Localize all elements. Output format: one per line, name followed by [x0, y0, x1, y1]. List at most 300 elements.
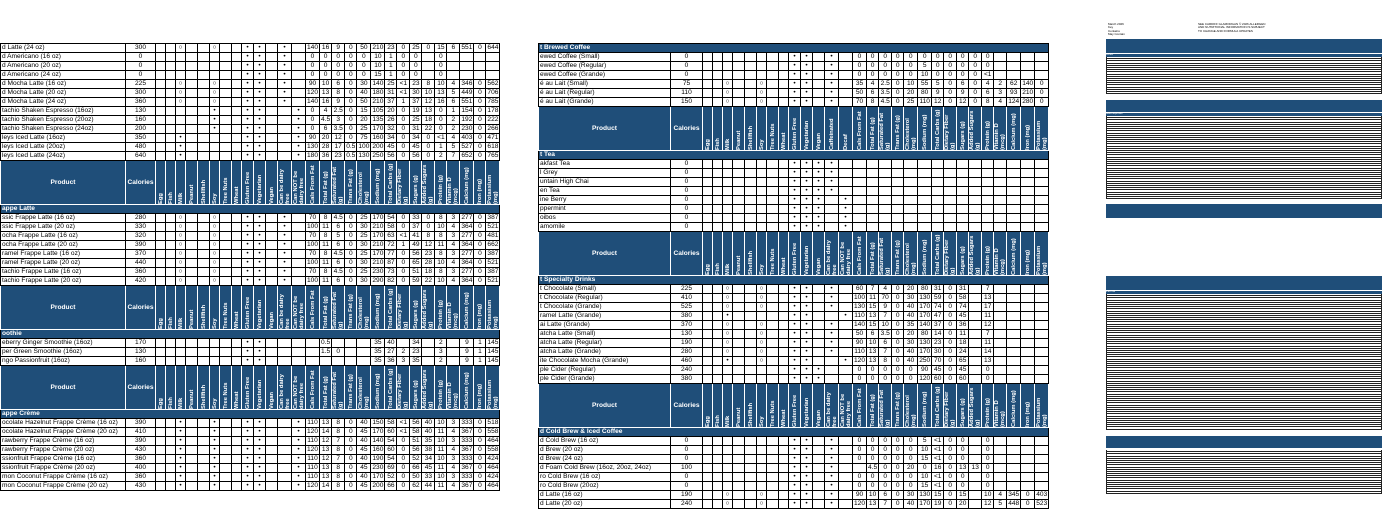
allergen-table-middle: [538, 43, 1092, 507]
nutrient-value: 210: [372, 259, 384, 266]
nutrient-value: 0: [892, 473, 904, 482]
product-name: ewed Coffee (Regular): [539, 62, 671, 71]
header-nutrient: Potassium (mg): [1035, 384, 1049, 428]
diet-mark: [266, 455, 278, 464]
calories-value: 0: [671, 196, 703, 205]
diet-mark: •: [813, 366, 825, 375]
allergen-nutrition-table: [0, 43, 500, 491]
allergen-mark: [156, 98, 166, 107]
nutrient-value: 0: [474, 214, 486, 223]
allergen-mark: •: [176, 473, 186, 482]
nutrient-value: [853, 178, 867, 187]
nutrient-value: [867, 160, 879, 169]
allergen-mark: [757, 214, 767, 223]
nutrient-value: 130: [307, 143, 319, 150]
nutrient-value: 18: [422, 268, 435, 277]
table-row: [539, 357, 1049, 366]
nutrient-value: [867, 205, 879, 214]
product-name: ro Cold Brew (16 oz): [539, 473, 671, 482]
allergen-mark: [767, 321, 779, 330]
nutrient-value: [345, 348, 357, 357]
nutrient-value: [1021, 285, 1035, 294]
nutrient-value: 4: [994, 491, 1007, 500]
diet-mark: [813, 500, 825, 509]
nutrient-value: [879, 205, 892, 214]
nutrient-value: 0: [892, 491, 904, 500]
nutrient-value: 0: [474, 446, 486, 455]
nutrient-value: 170: [372, 214, 384, 221]
nutrient-value: 7: [879, 500, 892, 509]
product-name: d Americano (24 oz): [1, 71, 126, 80]
nutrient-value: 0: [892, 62, 904, 71]
allergen-mark: [723, 482, 733, 491]
allergen-mark: •: [210, 455, 220, 464]
nutrient-value: 0: [435, 53, 447, 62]
table-row: [1, 259, 500, 268]
nutrient-value: 403: [461, 134, 473, 141]
diet-mark: [278, 357, 292, 366]
nutrient-value: 45: [357, 428, 371, 437]
nutrient-value: 0: [904, 62, 918, 71]
allergen-mark: [733, 205, 745, 214]
allergen-mark: [198, 455, 210, 464]
header-calories: Calories: [126, 161, 156, 205]
nutrient-value: 9: [460, 348, 474, 357]
nutrient-value: [1007, 464, 1021, 473]
nutrient-value: [1007, 53, 1021, 62]
diet-mark: [813, 464, 825, 473]
allergen-mark: [176, 348, 186, 357]
nutrient-value: 0: [944, 357, 957, 366]
allergen-mark: [220, 437, 232, 446]
header-calories: Calories: [671, 107, 703, 151]
calories-value: 0: [671, 482, 703, 491]
header-nutrient: Total Fat (g): [867, 384, 879, 428]
header-diet: Gluten Free: [789, 384, 801, 428]
nutrient-value: 56: [385, 152, 397, 161]
nutrient-value: 30: [357, 80, 371, 89]
header-nutrient: Dietary Fiber (g): [944, 232, 957, 276]
allergen-mark: [166, 437, 176, 446]
allergen-mark: [713, 339, 723, 348]
header-nutrient: Cals From Fat: [853, 107, 867, 151]
nutrient-value: 26: [385, 116, 397, 125]
allergen-mark: [220, 89, 232, 98]
allergen-mark: [232, 116, 242, 125]
reference-row: [1106, 492, 1382, 494]
allergen-mark: [733, 53, 745, 62]
section-header: [1, 330, 500, 339]
nutrient-value: 0: [957, 53, 969, 62]
table-row: [1, 98, 500, 107]
nutrient-value: 6: [332, 223, 345, 232]
allergen-mark: [703, 464, 713, 473]
allergen-mark: [198, 152, 210, 161]
nutrient-value: [867, 187, 879, 196]
allergen-mark: [166, 250, 176, 259]
nutrient-value: 10: [879, 321, 892, 330]
allergen-mark: [198, 214, 210, 223]
allergen-mark: [232, 464, 242, 473]
nutrient-value: 0: [982, 455, 994, 464]
allergen-mark: [733, 473, 745, 482]
allergen-mark: [779, 455, 789, 464]
diet-mark: •: [292, 446, 306, 455]
nutrient-value: [982, 160, 994, 169]
diet-mark: •: [801, 366, 813, 375]
nutrient-value: 11: [435, 464, 447, 473]
header-nutrient: Sodium (mg): [371, 161, 385, 205]
nutrient-value: 178: [487, 107, 499, 114]
allergen-mark: •: [176, 428, 186, 437]
nutrient-value: [994, 71, 1007, 80]
allergen-mark: [186, 143, 198, 152]
product-name: d Mocha Latte (20 oz): [1, 89, 126, 98]
nutrient-value: 8: [435, 214, 447, 223]
nutrient-value: 0: [867, 53, 879, 62]
nutrient-value: 15: [932, 491, 944, 500]
nutrient-value: 11: [867, 294, 879, 303]
header-nutrient: Potassium (mg): [486, 161, 500, 205]
diet-mark: •: [813, 205, 825, 214]
allergen-mark: [779, 169, 789, 178]
nutrient-value: 0: [397, 464, 410, 473]
nutrient-value: [1035, 357, 1049, 366]
nutrient-value: 40: [385, 339, 397, 348]
nutrient-value: 4.5: [868, 464, 878, 471]
diet-mark: [839, 160, 853, 169]
header-nutrient: Trans Fat (g): [345, 286, 357, 330]
allergen-mark: ○: [723, 339, 733, 348]
nutrient-value: [1007, 62, 1021, 71]
diet-mark: •: [292, 107, 306, 116]
header-diet: Gluten Free: [242, 161, 254, 205]
nutrient-value: 558: [487, 428, 499, 435]
diet-mark: •: [254, 80, 266, 89]
allergen-mark: [232, 125, 242, 134]
nutrient-value: 69: [385, 464, 397, 473]
nutrient-value: 2: [994, 80, 1007, 89]
header-diet: Can NOT be dairy free: [292, 286, 306, 330]
allergen-mark: [220, 339, 232, 348]
nutrient-value: 9: [460, 339, 474, 348]
nutrient-value: 448: [1008, 500, 1020, 507]
diet-mark: [278, 437, 292, 446]
allergen-mark: [745, 223, 757, 232]
allergen-mark: [767, 464, 779, 473]
nutrient-value: 0: [474, 455, 486, 464]
nutrient-value: 9: [332, 44, 345, 53]
nutrient-value: 0: [892, 455, 904, 464]
allergen-mark: [176, 71, 186, 80]
nutrient-value: 0: [944, 455, 957, 464]
nutrient-value: [969, 303, 982, 312]
nutrient-value: <1: [435, 134, 447, 143]
nutrient-value: 0: [892, 482, 904, 491]
diet-mark: •: [278, 214, 292, 223]
diet-mark: [839, 330, 853, 339]
nutrient-value: 16: [932, 464, 944, 473]
allergen-mark: [779, 437, 789, 446]
nutrient-value: 0: [397, 125, 410, 134]
diet-mark: •: [789, 348, 801, 357]
nutrient-value: 0: [345, 419, 357, 428]
nutrient-value: 20: [957, 500, 969, 509]
diet-mark: •: [254, 419, 266, 428]
nutrient-value: 0: [422, 143, 435, 152]
allergen-mark: [757, 366, 767, 375]
calories-value: 360: [126, 268, 156, 277]
product-name: ple Cider (Regular): [539, 366, 671, 375]
allergen-mark: [713, 473, 723, 482]
nutrient-value: 0: [345, 464, 357, 473]
nutrient-value: 424: [487, 455, 499, 462]
nutrient-value: 9: [957, 89, 969, 98]
nutrient-value: [969, 375, 982, 384]
table-row: [539, 330, 1049, 339]
nutrient-value: [1007, 196, 1021, 205]
nutrient-value: 0: [345, 482, 357, 491]
allergen-mark: [745, 89, 757, 98]
allergen-mark: [156, 125, 166, 134]
nutrient-value: [332, 339, 345, 348]
header-allergen: Fish: [166, 286, 176, 330]
table-row: [539, 482, 1049, 491]
allergen-mark: [220, 482, 232, 491]
allergen-mark: [210, 143, 220, 152]
allergen-mark: [767, 375, 779, 384]
nutrient-value: 210: [372, 44, 384, 51]
nutrient-value: 35: [371, 348, 385, 357]
allergen-mark: [220, 232, 232, 241]
diet-mark: •: [278, 53, 292, 62]
nutrient-value: 37: [410, 223, 422, 232]
nutrient-value: 0: [422, 44, 435, 53]
nutrient-value: 518: [487, 419, 499, 426]
allergen-mark: [779, 285, 789, 294]
allergen-mark: [713, 357, 723, 366]
header-nutrient: Protein (g): [982, 107, 994, 151]
nutrient-value: [994, 187, 1007, 196]
calories-value: 0: [671, 187, 703, 196]
allergen-mark: [232, 152, 242, 161]
diet-mark: •: [254, 357, 266, 366]
header-allergen: Soy: [757, 232, 767, 276]
nutrient-value: [904, 160, 918, 169]
diet-mark: •: [789, 169, 801, 178]
nutrient-value: 40: [357, 419, 371, 428]
table-row: [1, 339, 500, 348]
nutrient-value: 4: [320, 107, 332, 116]
nutrient-value: 45: [957, 366, 969, 375]
diet-mark: •: [278, 89, 292, 98]
nutrient-value: [879, 178, 892, 187]
allergen-mark: •: [210, 482, 220, 491]
calories-value: 110: [671, 89, 703, 98]
nutrient-value: 19: [932, 500, 944, 509]
table-row: [539, 53, 1049, 62]
nutrient-value: 72: [385, 241, 397, 250]
allergen-mark: [733, 169, 745, 178]
nutrient-value: [969, 455, 982, 464]
nutrient-value: [994, 62, 1007, 71]
diet-mark: •: [789, 339, 801, 348]
calories-value: 370: [126, 250, 156, 259]
allergen-mark: [232, 80, 242, 89]
nutrient-value: 4: [447, 134, 460, 143]
allergen-mark: [198, 134, 210, 143]
nutrient-value: 0: [892, 71, 904, 80]
nutrient-value: [994, 339, 1007, 348]
diet-mark: •: [278, 250, 292, 259]
nutrient-value: 8: [879, 357, 892, 366]
nutrient-value: 0: [320, 53, 332, 62]
calories-value: 0: [671, 53, 703, 62]
diet-mark: •: [813, 196, 825, 205]
nutrient-value: [969, 482, 982, 491]
nutrient-value: 0: [944, 98, 957, 107]
allergen-mark: [156, 455, 166, 464]
nutrient-value: 110: [854, 312, 865, 319]
allergen-mark: [156, 152, 166, 161]
nutrient-value: [1021, 205, 1035, 214]
nutrient-value: 0: [474, 143, 486, 152]
nutrient-value: [345, 339, 357, 348]
product-name: d Brew (20 oz): [539, 446, 671, 455]
allergen-mark: [703, 160, 713, 169]
nutrient-value: 20: [904, 330, 918, 339]
table-row: [539, 160, 1049, 169]
nutrient-value: 3: [447, 437, 460, 446]
section-title: t Brewed Coffee: [539, 44, 1049, 53]
nutrient-value: [982, 214, 994, 223]
allergen-mark: [156, 143, 166, 152]
nutrient-value: 56: [410, 152, 422, 161]
diet-mark: [839, 62, 853, 71]
allergen-mark: [703, 294, 713, 303]
nutrient-value: [1035, 464, 1049, 473]
allergen-mark: [198, 44, 210, 53]
nutrient-value: 82: [385, 277, 397, 286]
allergen-mark: [186, 259, 198, 268]
nutrient-value: [1035, 71, 1049, 80]
nutrient-value: 0: [904, 437, 918, 446]
allergen-mark: [210, 152, 220, 161]
nutrient-value: 35: [371, 357, 385, 366]
nutrient-value: 56: [410, 446, 422, 455]
allergen-mark: [757, 160, 767, 169]
allergen-mark: [745, 98, 757, 107]
diet-mark: [266, 277, 278, 286]
nutrient-value: 140: [307, 44, 319, 51]
nutrient-value: 0: [982, 375, 994, 384]
allergen-mark: ○: [176, 44, 186, 53]
allergen-mark: [220, 98, 232, 107]
allergen-mark: [703, 446, 713, 455]
header-nutrient: Protein (g): [435, 161, 447, 205]
nutrient-value: 0: [944, 491, 957, 500]
nutrient-value: 36: [320, 152, 332, 161]
nutrient-value: 4.5: [333, 214, 343, 221]
allergen-mark: [198, 428, 210, 437]
nutrient-value: 50: [853, 89, 867, 98]
allergen-mark: [166, 53, 176, 62]
header-product: Product: [1, 286, 126, 330]
diet-mark: •: [242, 152, 254, 161]
product-name: d Latte (24 oz): [1, 44, 126, 53]
nutrient-value: [879, 169, 892, 178]
diet-mark: •: [292, 455, 306, 464]
allergen-mark: [186, 446, 198, 455]
allergen-mark: [745, 357, 757, 366]
nutrient-value: 0: [1021, 491, 1035, 500]
header-nutrient: Total Fat (g): [867, 107, 879, 151]
allergen-mark: [713, 446, 723, 455]
calories-value: 160: [126, 357, 156, 366]
calories-value: 190: [671, 339, 703, 348]
nutrient-value: 14: [320, 482, 332, 491]
nutrient-value: 0: [904, 53, 918, 62]
header-nutrient: Potassium (mg): [1035, 107, 1049, 151]
allergen-mark: [723, 53, 733, 62]
nutrient-value: [1007, 357, 1021, 366]
nutrient-value: 17: [982, 303, 994, 312]
header-nutrient: Iron (mg): [474, 161, 486, 205]
nutrient-value: 10: [982, 491, 994, 500]
nutrient-value: [1021, 71, 1035, 80]
header-allergen: Milk: [723, 232, 733, 276]
nutrient-value: 33: [410, 214, 422, 223]
header-allergen: Egg: [703, 107, 713, 151]
allergen-mark: [166, 419, 176, 428]
nutrient-value: 135: [372, 116, 384, 123]
nutrient-value: 93: [1007, 89, 1021, 98]
nutrient-value: 0: [867, 446, 879, 455]
allergen-mark: [156, 277, 166, 286]
nutrient-value: [1007, 375, 1021, 384]
nutrient-value: 652: [461, 152, 473, 159]
allergen-mark: [723, 178, 733, 187]
product-name: untain High Chai: [539, 178, 671, 187]
header-nutrient: Vitamin D (mcg): [447, 161, 460, 205]
nutrient-value: 11: [957, 330, 969, 339]
diet-mark: •: [254, 98, 266, 107]
nutrient-value: 41: [410, 232, 422, 241]
diet-mark: •: [801, 339, 813, 348]
allergen-mark: [757, 187, 767, 196]
diet-mark: •: [278, 62, 292, 71]
allergen-mark: [186, 428, 198, 437]
diet-mark: •: [242, 348, 254, 357]
calories-value: 350: [126, 134, 156, 143]
allergen-mark: ○: [723, 303, 733, 312]
calories-value: 100: [671, 464, 703, 473]
nutrient-value: 34: [422, 455, 435, 464]
diet-mark: •: [254, 223, 266, 232]
nutrient-value: 0.5: [321, 339, 331, 346]
allergen-mark: [703, 223, 713, 232]
allergen-mark: [779, 357, 789, 366]
allergen-mark: ○: [210, 223, 220, 232]
allergen-mark: [186, 53, 198, 62]
nutrient-value: 10: [320, 80, 332, 89]
nutrient-value: [1021, 187, 1035, 196]
allergen-mark: [713, 160, 723, 169]
diet-mark: •: [242, 419, 254, 428]
header-nutrient: Total Fat (g): [320, 286, 332, 330]
allergen-mark: ○: [757, 285, 767, 294]
allergen-mark: ○: [757, 89, 767, 98]
